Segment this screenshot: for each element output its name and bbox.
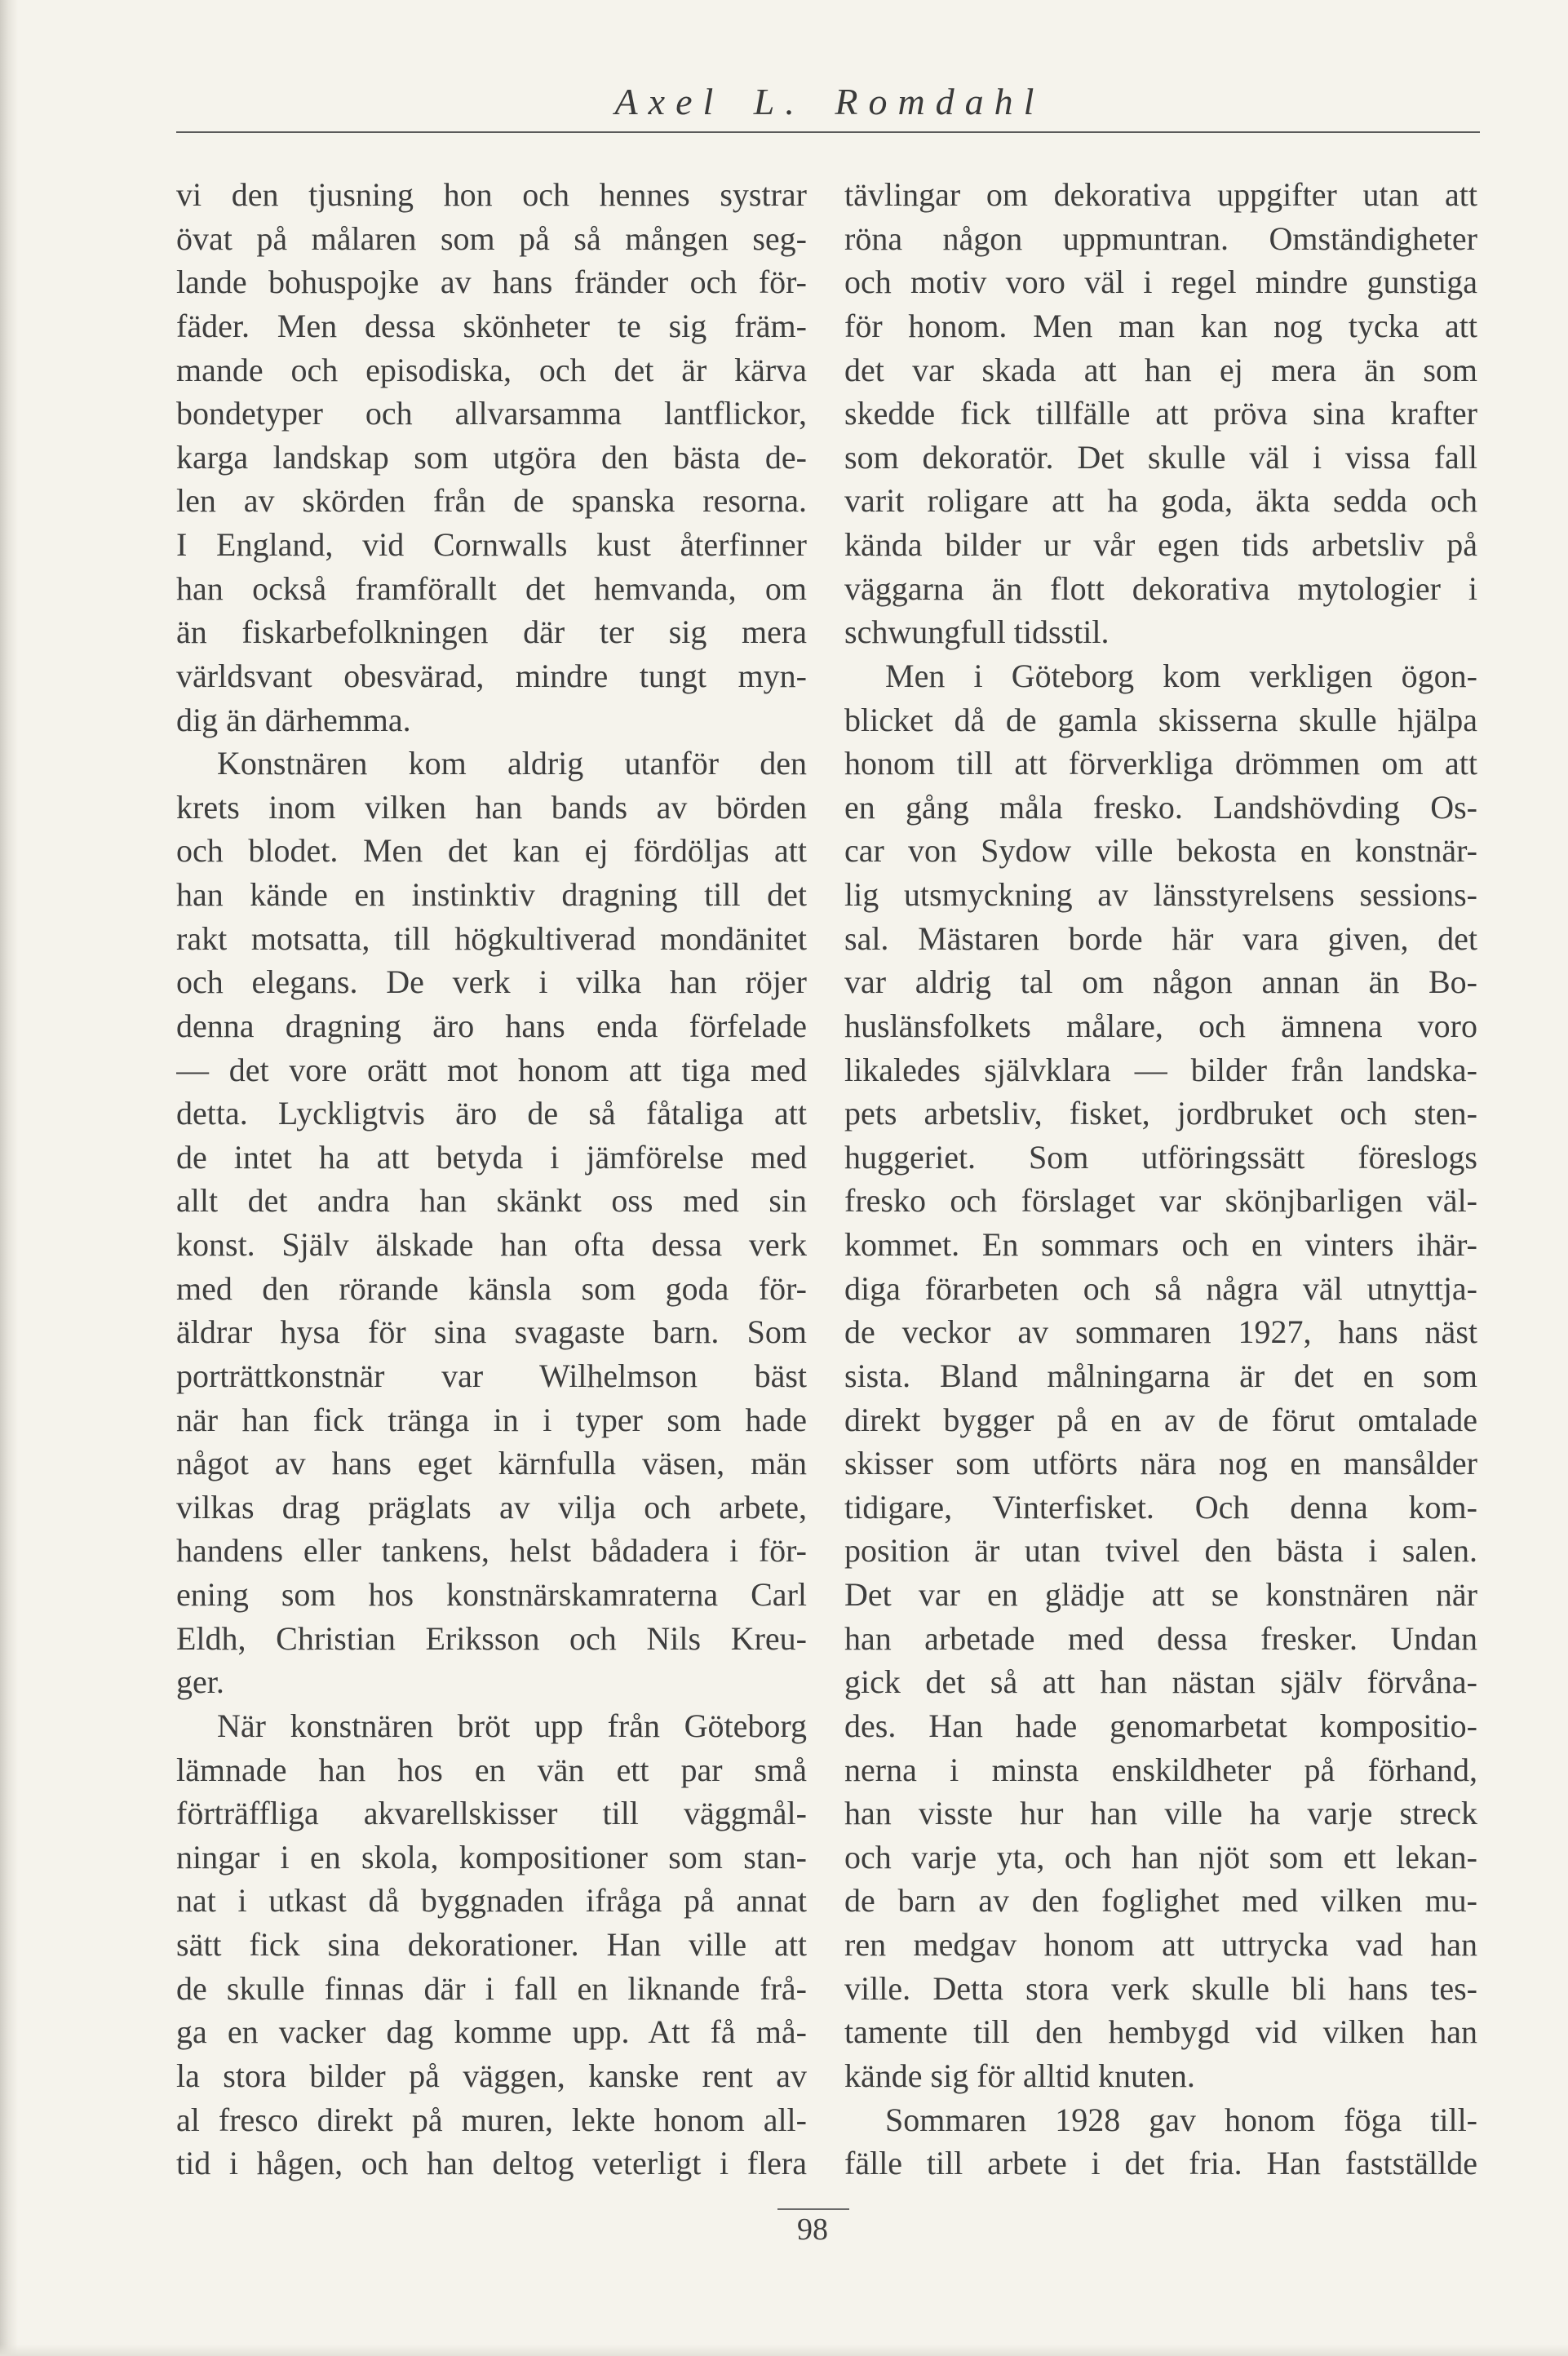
text-line: och varje yta, och han njöt som ett lekan-	[844, 1838, 1477, 1876]
text-line: krets inom vilken han bands av börden	[176, 788, 807, 826]
paragraph	[844, 654, 1477, 2098]
text-line: blicket då de gamla skisserna skulle hjälpa	[844, 701, 1477, 738]
paragraph	[844, 2098, 1477, 2186]
text-line: gick det så att han nästan själv förvåna-	[844, 1663, 1477, 1701]
paragraph	[176, 173, 807, 742]
text-line: och motiv voro väl i regel mindre gunstiga	[844, 264, 1477, 301]
text-line: ren medgav honom att uttrycka vad han	[844, 1926, 1477, 1963]
text-line: kände sig för alltid knuten.	[844, 2057, 1195, 2094]
text-line: varit roligare att ha goda, äkta sedda och	[844, 482, 1477, 520]
paragraph	[844, 173, 1477, 654]
text-line: position är utan tvivel den bästa i salen.	[844, 1532, 1477, 1570]
text-line: tävlingar om dekorativa uppgifter utan att	[844, 176, 1477, 213]
text-line: len av skörden från de spanska resorna.	[176, 482, 807, 520]
text-line: äldrar hysa för sina svagaste barn. Som	[176, 1313, 807, 1351]
text-line: handens eller tankens, helst bådadera i för-	[176, 1532, 807, 1570]
text-line: la stora bilder på väggen, kanske rent av	[176, 2057, 807, 2094]
text-line: bondetyper och allvarsamma lantflickor,	[176, 395, 807, 432]
text-line: de skulle finnas där i fall en liknande frå-	[176, 1969, 807, 2007]
text-line: med den rörande känsla som goda för-	[176, 1269, 807, 1307]
paragraph	[176, 1704, 807, 2186]
text-line: direkt bygger på en av de förut omtalade	[844, 1401, 1477, 1438]
text-line: lämnade han hos en vän ett par små	[176, 1751, 807, 1788]
text-line: vi den tjusning hon och hennes systrar	[176, 176, 807, 213]
text-line: som dekoratör. Det skulle väl i vissa fall	[844, 438, 1477, 476]
text-line: de barn av den foglighet med vilken mu-	[844, 1882, 1477, 1920]
text-line: — det vore orätt mot honom att tiga med	[176, 1051, 807, 1088]
text-line: huggeriet. Som utföringssätt föreslogs	[844, 1138, 1477, 1176]
text-line: vilkas drag präglats av vilja och arbete,	[176, 1488, 807, 1526]
page-number: 98	[797, 2212, 828, 2247]
text-line: detta. Lyckligtvis äro de så fåtaliga att	[176, 1095, 807, 1132]
text-line: car von Sydow ville bekosta en konstnär-	[844, 832, 1477, 870]
text-line: väggarna än flott dekorativa mytologier i	[844, 569, 1477, 607]
text-line: lig utsmyckning av länsstyrelsens sessions-	[844, 876, 1477, 913]
paragraph	[176, 742, 807, 1704]
text-line: världsvant obesvärad, mindre tungt myn-	[176, 657, 807, 694]
text-line: Men i Göteborg kom verkligen ögon-	[885, 657, 1477, 694]
text-line: förträffliga akvarellskisser till väggmål-	[176, 1795, 807, 1832]
text-line: han också framförallt det hemvanda, om	[176, 569, 807, 607]
text-line: denna dragning äro hans enda förfelade	[176, 1007, 807, 1044]
text-line: När konstnären bröt upp från Göteborg	[217, 1707, 807, 1744]
text-line: konst. Själv älskade han ofta dessa verk	[176, 1226, 807, 1263]
header-rule	[176, 131, 1480, 133]
text-line: schwungfull tidsstil.	[844, 613, 1110, 651]
text-line: kommet. En sommars och en vinters ihär-	[844, 1226, 1477, 1263]
text-line: pets arbetsliv, fisket, jordbruket och sten-	[844, 1095, 1477, 1132]
text-line: tidigare, Vinterfisket. Och denna kom-	[844, 1488, 1477, 1526]
running-head-author: Axel L. Romdahl	[614, 81, 1045, 122]
text-line: fäder. Men dessa skönheter te sig främ-	[176, 307, 807, 344]
text-line: han kände en instinktiv dragning till det	[176, 876, 807, 913]
text-line: tamente till den hembygd vid vilken han	[844, 2013, 1477, 2051]
text-line: nerna i minsta enskildheter på förhand,	[844, 1751, 1477, 1788]
text-line: Det var en glädje att se konstnären när	[844, 1576, 1477, 1613]
text-line: skedde fick tillfälle att pröva sina krafter	[844, 395, 1477, 432]
text-line: fresko och förslaget var skönjbarligen väl-	[844, 1182, 1477, 1220]
text-line: ger.	[176, 1663, 224, 1701]
text-line: ening som hos konstnärskamraterna Carl	[176, 1576, 807, 1613]
text-line: honom till att förverkliga drömmen om att	[844, 745, 1477, 782]
text-line: skisser som utförts nära nog en mansålder	[844, 1445, 1477, 1482]
right-column	[844, 173, 1477, 2186]
text-line: lande bohuspojke av hans fränder och för-	[176, 264, 807, 301]
text-line: de intet ha att betyda i jämförelse med	[176, 1138, 807, 1176]
scan-bottom-shadow	[0, 2345, 1568, 2356]
text-line: han visste hur han ville ha varje streck	[844, 1795, 1477, 1832]
text-line: fälle till arbete i det fria. Han fastställde	[844, 2145, 1477, 2182]
text-line: det var skada att han ej mera än som	[844, 351, 1477, 388]
text-line: han arbetade med dessa fresker. Undan	[844, 1619, 1477, 1657]
text-line: Sommaren 1928 gav honom föga till-	[885, 2101, 1477, 2138]
text-line: huslänsfolkets målare, och ämnena voro	[844, 1007, 1477, 1044]
text-line: något av hans eget kärnfulla väsen, män	[176, 1445, 807, 1482]
text-line: dig än därhemma.	[176, 701, 411, 738]
text-line: var aldrig tal om någon annan än Bo-	[844, 963, 1477, 1001]
text-line: ningar i en skola, kompositioner som stan-	[176, 1838, 807, 1876]
text-line: diga förarbeten och så några väl utnyttja-	[844, 1269, 1477, 1307]
text-line: porträttkonstnär var Wilhelmson bäst	[176, 1357, 807, 1394]
text-line: och blodet. Men det kan ej fördöljas att	[176, 832, 807, 870]
text-line: ga en vacker dag komme upp. Att få må-	[176, 2013, 807, 2051]
page-number-rule	[777, 2208, 849, 2210]
text-line: allt det andra han skänkt oss med sin	[176, 1182, 807, 1220]
text-line: nat i utkast då byggnaden ifråga på annat	[176, 1882, 807, 1920]
text-line: en gång måla fresko. Landshövding Os-	[844, 788, 1477, 826]
text-line: ville. Detta stora verk skulle bli hans tes-	[844, 1969, 1477, 2007]
text-line: och elegans. De verk i vilka han röjer	[176, 963, 807, 1001]
text-line: övat på målaren som på så mången seg-	[176, 219, 807, 257]
text-line: sista. Bland målningarna är det en som	[844, 1357, 1477, 1394]
text-line: rakt motsatta, till högkultiverad mondänitet	[176, 919, 807, 957]
text-line: röna någon uppmuntran. Omständigheter	[844, 219, 1477, 257]
text-line: kända bilder ur vår egen tids arbetsliv på	[844, 526, 1477, 563]
text-line: sal. Mästaren borde här vara given, det	[844, 919, 1477, 957]
text-line: sätt fick sina dekorationer. Han ville att	[176, 1926, 807, 1963]
text-line: de veckor av sommaren 1927, hans näst	[844, 1313, 1477, 1351]
text-line: likaledes självklara — bilder från landska-	[844, 1051, 1477, 1088]
text-line: för honom. Men man kan nog tycka att	[844, 307, 1477, 344]
text-line: än fiskarbefolkningen där ter sig mera	[176, 613, 807, 651]
text-line: Eldh, Christian Eriksson och Nils Kreu-	[176, 1619, 807, 1657]
text-line: al fresco direkt på muren, lekte honom all-	[176, 2101, 807, 2138]
text-line: mande och episodiska, och det är kärva	[176, 351, 807, 388]
scan-edge-shadow	[0, 0, 18, 2356]
text-line: karga landskap som utgöra den bästa de-	[176, 438, 807, 476]
text-line: des. Han hade genomarbetat kompositio-	[844, 1707, 1477, 1744]
text-line: I England, vid Cornwalls kust återfinner	[176, 526, 807, 563]
text-line: Konstnären kom aldrig utanför den	[217, 745, 807, 782]
text-line: tid i hågen, och han deltog veterligt i flera	[176, 2145, 807, 2182]
left-column	[176, 173, 807, 2186]
text-line: när han fick tränga in i typer som hade	[176, 1401, 807, 1438]
